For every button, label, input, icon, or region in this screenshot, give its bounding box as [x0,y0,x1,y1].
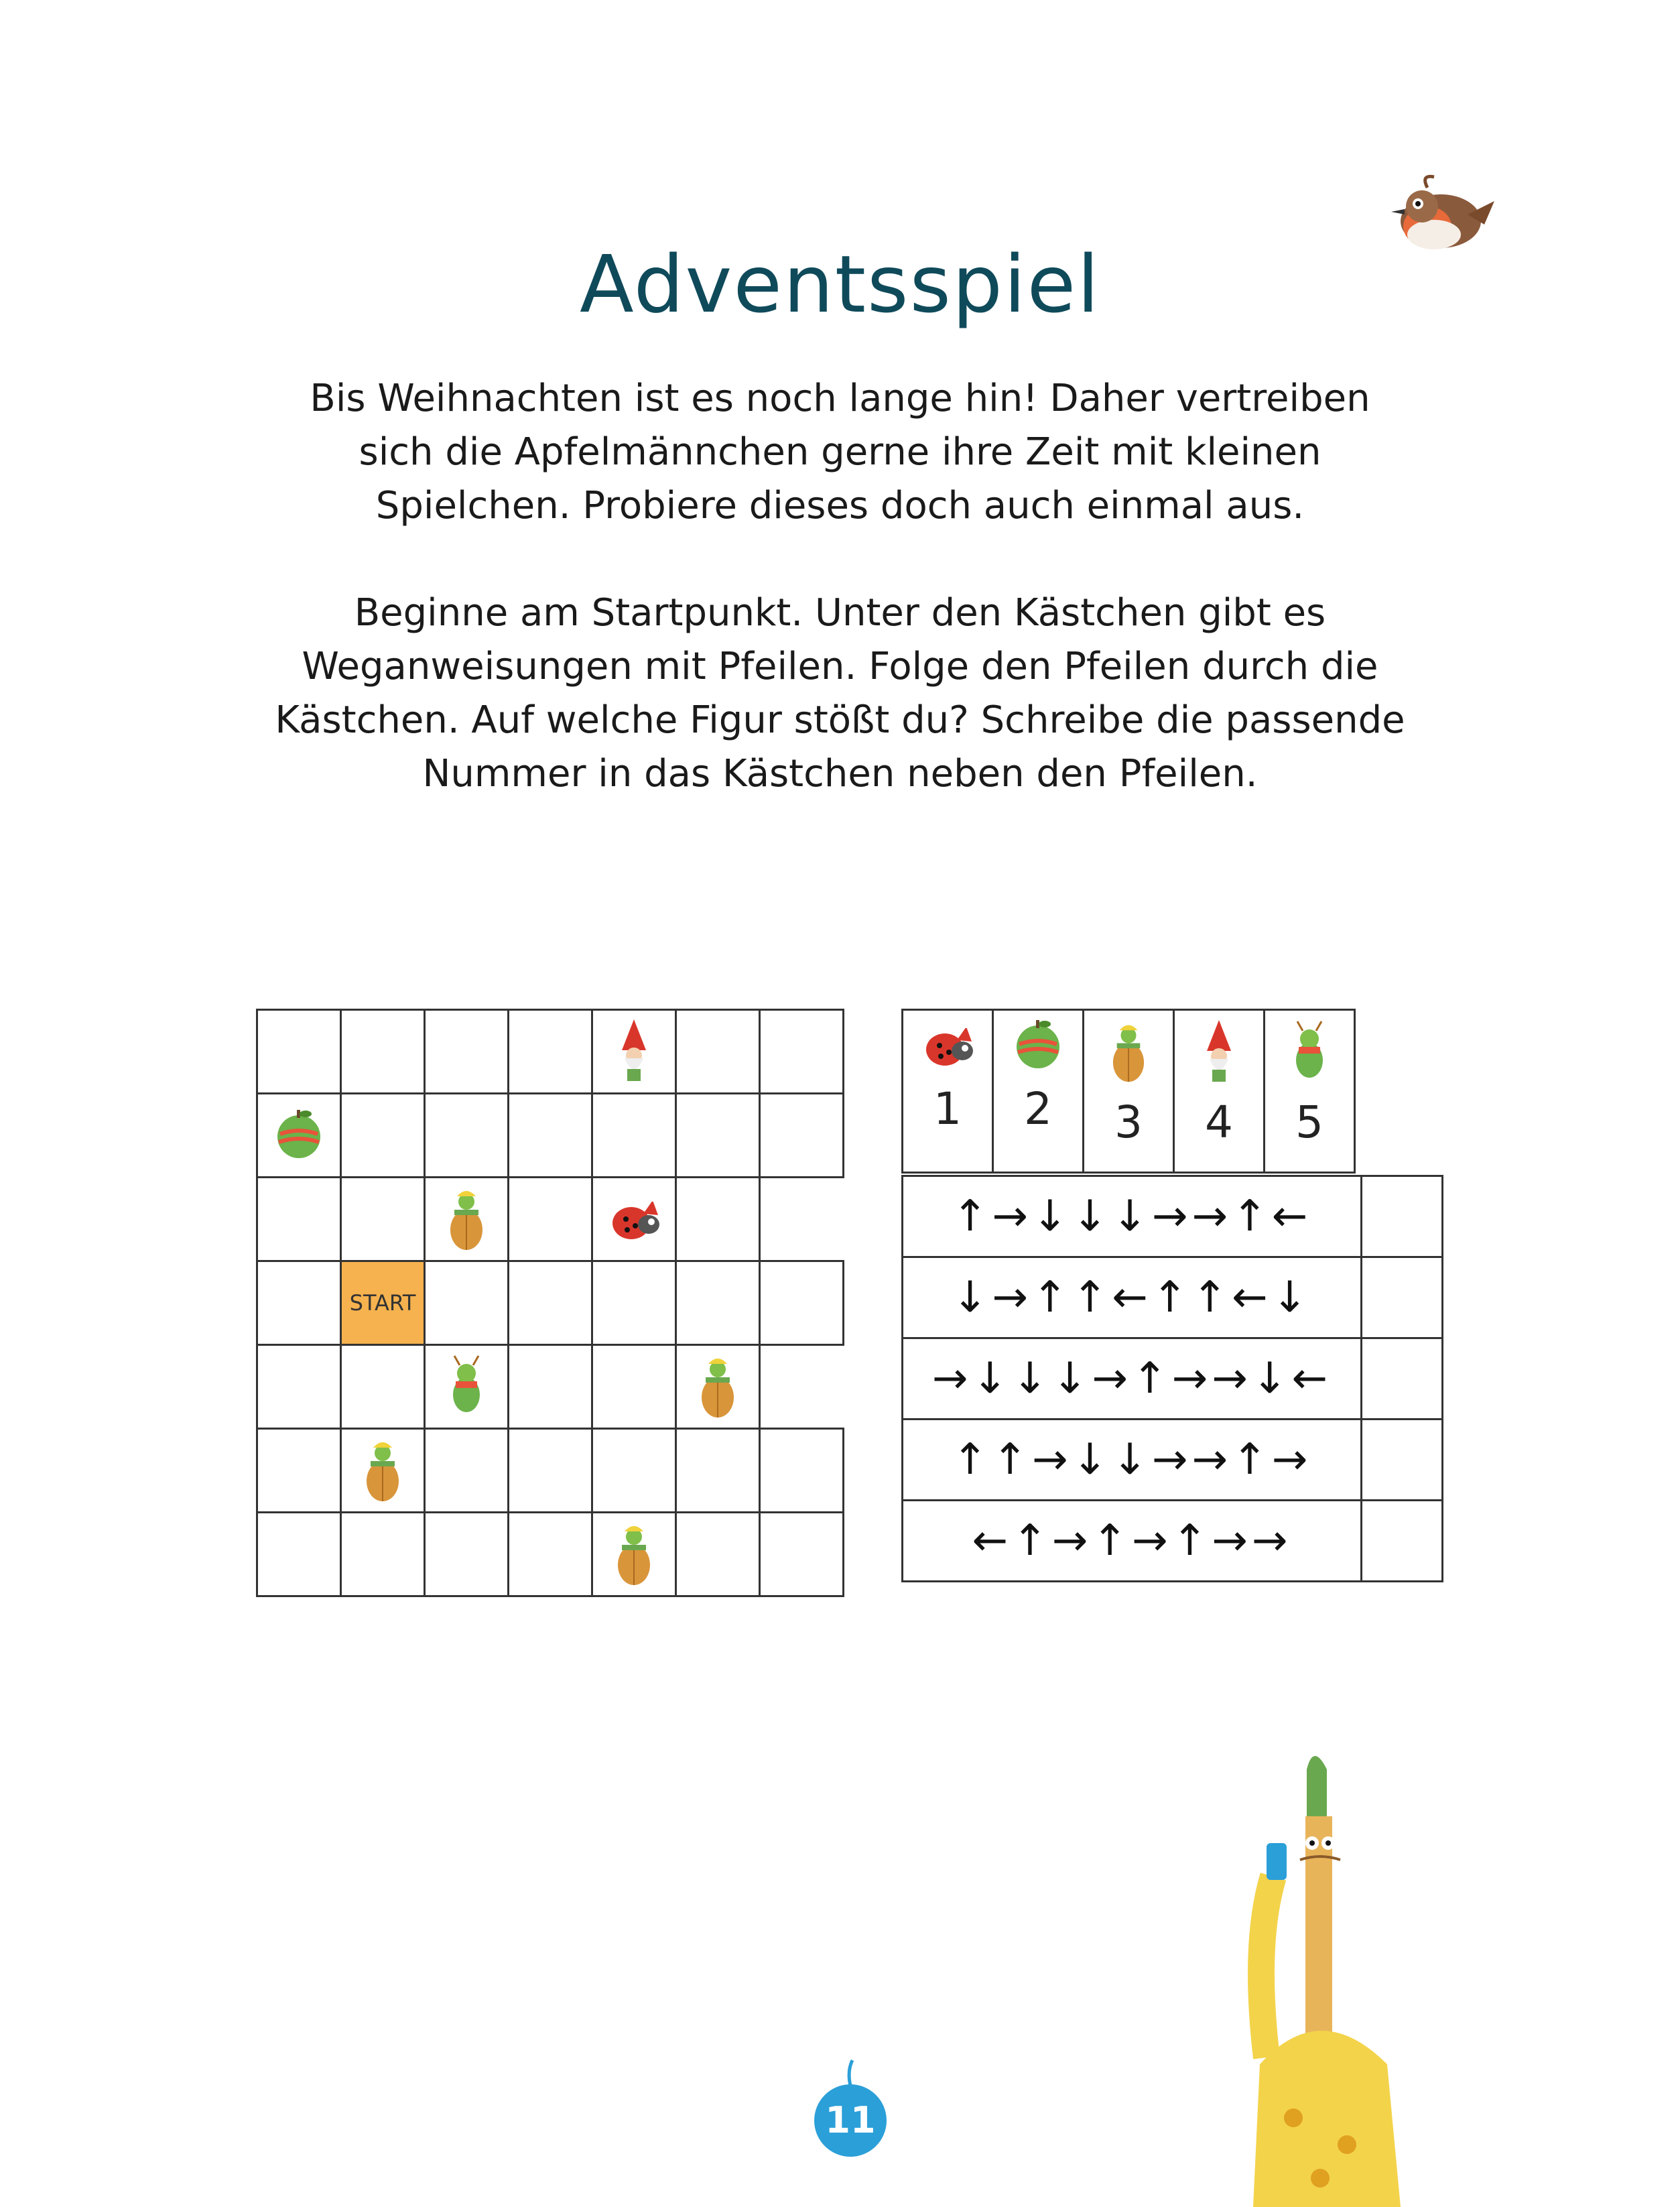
maze-cell [676,1345,760,1429]
maze-cell [592,1345,676,1429]
walnut-man-icon [614,1518,654,1588]
figure-cell [903,1010,993,1173]
maze-cell [760,1261,844,1345]
maze-cell [592,1010,676,1094]
arrow-row [903,1176,1443,1257]
walnut-man-icon [446,1183,487,1253]
intro-text: Bis Weihnachten ist es noch lange hin! Daher vertreiben sich die Apfelmännchen gerne ihre Zeit mit kleinen Spielchen. Probiere dieses doch auch einmal aus. [310,377,1370,527]
figure-number: 3 [1114,1096,1143,1148]
walnut-man-icon [698,1350,738,1420]
apple-icon [1013,1017,1063,1071]
instructions-text: Beginne am Startpunkt. Unter den Kästchen gibt es Weganweisungen mit Pfeilen. Folge den Pfeilen durch die Kästchen. Auf welche Figur stößt du? Schreibe die passende Nummer in das Kästchen neben den Pfeilen. [275,591,1405,796]
arrow-instructions [901,1175,1443,1582]
maze-cell [257,1345,341,1429]
arrow-sequence: ←↑→↑→↑→→ [903,1501,1362,1582]
figure-cell [993,1010,1084,1173]
start-cell: START [341,1261,425,1345]
arrow-row [903,1420,1443,1501]
maze-cell [341,1513,425,1596]
maze-cell [257,1178,341,1261]
maze-cell [592,1094,676,1178]
arrow-row [903,1257,1443,1338]
maze-cell [257,1513,341,1596]
figure-number: 5 [1295,1096,1323,1148]
apple-icon [273,1107,324,1161]
maze-cell [425,1345,509,1429]
green-bug-icon [446,1352,487,1419]
answer-box[interactable] [1362,1420,1443,1501]
maze-cell [425,1010,509,1094]
maze-cell [592,1178,676,1261]
maze-cell [341,1429,425,1513]
maze-grid [256,1009,844,1597]
figure-cell [1265,1010,1355,1173]
maze-cell [592,1513,676,1596]
maze-cell [425,1429,509,1513]
maze-cell [425,1094,509,1178]
maze-cell [341,1345,425,1429]
maze-cell [676,1513,760,1596]
walnut-man-icon [363,1434,403,1504]
maze-cell [257,1094,341,1178]
maze-cell [676,1010,760,1094]
maze-cell [592,1429,676,1513]
maze-cell [341,1094,425,1178]
maze-cell [341,1010,425,1094]
figure-cell [1174,1010,1265,1173]
arrow-sequence: →↓↓↓→↑→→↓← [903,1338,1362,1420]
maze-cell [257,1010,341,1094]
maze-cell [760,1513,844,1596]
answer-box[interactable] [1362,1338,1443,1420]
maze-cell [760,1010,844,1094]
arrow-sequence: ↑→↓↓↓→→↑← [903,1176,1362,1257]
answer-box[interactable] [1362,1501,1443,1582]
maze-cell [676,1178,760,1261]
maze-cell [425,1513,509,1596]
apple-stem-icon [846,2059,855,2086]
maze-cell [341,1178,425,1261]
maze-cell [509,1429,592,1513]
maze-cell [592,1261,676,1345]
ladybug-icon [606,1191,662,1245]
arrow-row [903,1501,1443,1582]
ladybug-icon [919,1017,976,1071]
maze-cell [509,1010,592,1094]
figure-legend [901,1009,1356,1174]
maze-cell [509,1178,592,1261]
figure-cell [1084,1010,1174,1173]
arrow-sequence: ↑↑→↓↓→→↑→ [903,1420,1362,1501]
page-title: Adventsspiel [579,238,1101,330]
answer-box[interactable] [1362,1257,1443,1338]
walnut-man-icon [1108,1017,1149,1084]
maze-cell [257,1261,341,1345]
maze-cell [760,1094,844,1178]
page-number: 11 [814,2084,887,2157]
maze-cell [676,1429,760,1513]
pole-man-illustration [1226,1743,1481,2207]
maze-cell [509,1513,592,1596]
maze-cell [425,1178,509,1261]
maze-cell [425,1261,509,1345]
gnome-icon [614,1017,654,1084]
answer-box[interactable] [1362,1176,1443,1257]
maze-cell [509,1345,592,1429]
arrow-sequence: ↓→↑↑←↑↑←↓ [903,1257,1362,1338]
figure-number: 1 [933,1083,962,1135]
gnome-icon [1199,1017,1239,1084]
green-bug-icon [1289,1017,1330,1084]
figure-number: 4 [1205,1096,1233,1148]
maze-cell [257,1429,341,1513]
maze-cell [676,1094,760,1178]
arrow-row [903,1338,1443,1420]
maze-cell [509,1261,592,1345]
figure-number: 2 [1024,1083,1052,1135]
maze-cell [676,1261,760,1345]
maze-cell [509,1094,592,1178]
maze-cell [760,1429,844,1513]
